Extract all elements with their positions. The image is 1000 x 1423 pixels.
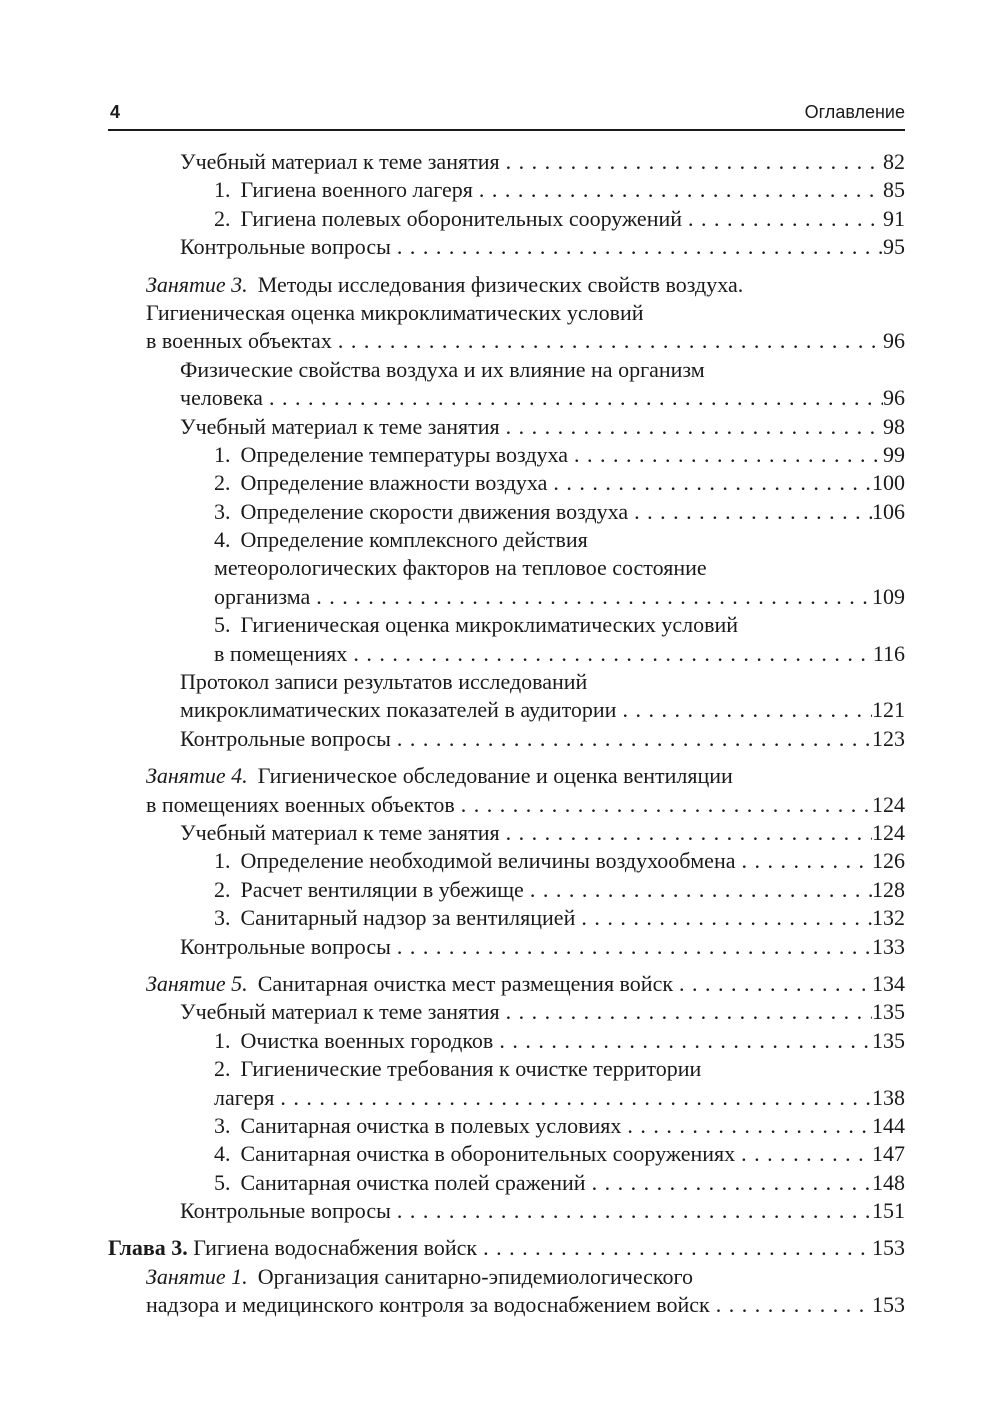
toc-page-number: 128	[872, 876, 905, 902]
toc-item-number: 3.	[214, 905, 231, 931]
toc-page-number: 148	[872, 1169, 905, 1195]
toc-page-number: 95	[883, 234, 905, 260]
dot-leader	[391, 725, 872, 753]
dot-leader	[263, 384, 883, 412]
toc-entry-label: Санитарный надзор за вентиляцией	[240, 905, 576, 931]
toc-item-number: 2.	[214, 470, 231, 496]
toc-entry[interactable]	[214, 1112, 905, 1140]
toc-entry-label: Физические свойства воздуха и их влияние на организм	[180, 356, 705, 382]
lesson-label: Занятие 5.	[146, 970, 248, 996]
toc-item-number: 5.	[214, 1169, 231, 1195]
dot-leader	[524, 876, 872, 904]
dot-leader	[310, 583, 872, 611]
toc-entry-label: Гигиена военного лагеря	[240, 177, 473, 203]
toc-item-number: 1.	[214, 177, 231, 203]
toc-entry-continuation[interactable]	[180, 356, 905, 384]
toc-entry[interactable]	[180, 233, 905, 261]
toc-entry-continuation[interactable]	[180, 668, 905, 696]
toc-entry[interactable]	[214, 205, 905, 233]
toc-entry-label: организма	[214, 583, 311, 609]
toc-entry-label: микроклиматических показателей в аудитории	[180, 697, 617, 723]
toc-page-number: 116	[872, 640, 905, 666]
dot-leader	[455, 791, 872, 819]
dot-leader	[710, 1291, 872, 1319]
lesson-label: Занятие 4.	[146, 763, 248, 789]
toc-entry-label: человека	[180, 385, 263, 411]
toc-page-number: 124	[872, 791, 905, 817]
toc-entry[interactable]	[214, 847, 905, 875]
chapter-label: Глава 3.	[108, 1235, 188, 1261]
dot-leader	[473, 176, 883, 204]
toc-entry-label: в военных объектах	[146, 328, 332, 354]
toc-entry-label: Контрольные вопросы	[180, 725, 391, 751]
dot-leader	[673, 970, 872, 998]
toc-page-number: 106	[872, 498, 905, 524]
toc-page-number: 100	[872, 470, 905, 496]
toc-item-number: 2.	[214, 205, 231, 231]
toc-entry-label: Определение комплексного действия	[240, 527, 588, 553]
dot-leader	[500, 413, 883, 441]
lesson-label: Занятие 1.	[146, 1263, 248, 1289]
dot-leader	[274, 1084, 872, 1112]
toc-entry-label: Определение температуры воздуха	[240, 441, 568, 467]
toc-entry[interactable]	[180, 998, 905, 1026]
toc-entry-label: Гигиеническая оценка микроклиматических условий	[146, 299, 644, 325]
toc-page-number: 134	[872, 970, 905, 996]
toc-entry[interactable]	[214, 640, 905, 668]
dot-leader	[547, 469, 872, 497]
toc-page-number: 96	[883, 328, 905, 354]
toc-entry-label: Очистка военных городков	[240, 1027, 494, 1053]
dot-leader	[628, 498, 872, 526]
toc-entry-label: Методы исследования физических свойств воздуха.	[257, 271, 744, 297]
dot-leader	[586, 1169, 872, 1197]
toc-page-number: 99	[883, 441, 905, 467]
toc-lesson-title[interactable]	[146, 762, 905, 790]
toc-entry-label: Учебный материал к теме занятия	[180, 413, 500, 439]
toc-page-number: 153	[872, 1292, 905, 1318]
toc-entry-continuation[interactable]	[214, 526, 905, 554]
toc-entry-label: Гигиена водоснабжения войск	[193, 1235, 478, 1261]
toc-page-number: 151	[872, 1198, 905, 1224]
dot-leader	[621, 1112, 872, 1140]
toc-entry-label: Определение влажности воздуха	[240, 470, 548, 496]
page-number: 4	[110, 102, 121, 122]
toc-entry[interactable]	[214, 176, 905, 204]
toc-item-number: 5.	[214, 612, 231, 638]
toc-page-number: 82	[883, 149, 905, 174]
toc-entry-label: Санитарная очистка в оборонительных сооружениях	[240, 1141, 736, 1167]
toc-entry-label: Контрольные вопросы	[180, 933, 391, 959]
toc-lesson-title[interactable]	[146, 1263, 905, 1291]
toc-entry-label: лагеря	[214, 1084, 275, 1110]
toc-entry-label: Организация санитарно-эпидемиологического	[257, 1263, 693, 1289]
toc-entry[interactable]	[146, 791, 905, 819]
toc-entry-label: Учебный материал к теме занятия	[180, 999, 500, 1025]
dot-leader	[347, 640, 873, 668]
dot-leader	[736, 847, 873, 875]
dot-leader	[391, 1197, 872, 1225]
toc-entry-label: Гигиеническое обследование и оценка вентиляции	[257, 763, 733, 789]
toc-page-number: 153	[872, 1235, 905, 1261]
toc-entry-label: Контрольные вопросы	[180, 234, 391, 260]
toc-entry-label: Учебный материал к теме занятия	[180, 149, 500, 174]
toc-entry[interactable]	[180, 148, 905, 176]
dot-leader	[477, 1234, 872, 1262]
toc-entry-label: метеорологических факторов на тепловое состояние	[214, 555, 707, 581]
toc-entry[interactable]	[146, 970, 905, 998]
toc-entry-continuation[interactable]	[214, 611, 905, 639]
dot-leader	[682, 205, 883, 233]
toc-page-number: 135	[872, 999, 905, 1025]
dot-leader	[391, 233, 883, 261]
toc-page-number: 132	[872, 905, 905, 931]
toc-item-number: 4.	[214, 1141, 231, 1167]
toc-entry-label: Санитарная очистка мест размещения войск	[257, 970, 674, 996]
toc-page-number: 121	[872, 697, 905, 723]
toc-item-number: 1.	[214, 441, 231, 467]
toc-entry-label: Гигиеническая оценка микроклиматических условий	[240, 612, 739, 638]
toc-page-number: 133	[872, 933, 905, 959]
toc-page-number: 96	[883, 385, 905, 411]
toc-entry[interactable]	[214, 1027, 905, 1055]
toc-entry[interactable]	[180, 1197, 905, 1225]
toc-entry-label: Гигиена полевых оборонительных сооружений	[240, 205, 683, 231]
toc-entry[interactable]	[180, 819, 905, 847]
toc-entry-label: Гигиенические требования к очистке территории	[240, 1056, 702, 1082]
dot-leader	[616, 696, 872, 724]
toc-entry-continuation	[214, 554, 905, 582]
toc-entry-label: Определение необходимой величины воздухообмена	[240, 848, 736, 874]
toc-entry-label: Протокол записи результатов исследований	[180, 669, 588, 695]
dot-leader	[568, 441, 883, 469]
toc-entry[interactable]	[146, 327, 905, 355]
toc-page-number: 98	[883, 413, 905, 439]
toc-entry[interactable]	[214, 876, 905, 904]
toc-page-number: 91	[883, 205, 905, 231]
toc-item-number: 3.	[214, 1112, 231, 1138]
dot-leader	[391, 933, 872, 961]
toc-entry[interactable]	[146, 1291, 905, 1319]
page-header	[108, 100, 905, 132]
toc-lesson-title[interactable]	[146, 271, 905, 299]
toc-entry[interactable]	[180, 933, 905, 961]
toc-entry-label: в помещениях	[214, 640, 348, 666]
toc-entry[interactable]	[214, 583, 905, 611]
toc-entry-label: Санитарная очистка полей сражений	[240, 1169, 586, 1195]
dot-leader	[332, 327, 883, 355]
toc-page-number: 135	[872, 1027, 905, 1053]
dot-leader	[500, 148, 883, 176]
lesson-label: Занятие 3.	[146, 271, 248, 297]
toc-chapter-entry[interactable]	[108, 1234, 905, 1262]
toc-entry-label: Санитарная очистка в полевых условиях	[240, 1112, 622, 1138]
toc-entry[interactable]	[214, 441, 905, 469]
dot-leader	[735, 1140, 872, 1168]
table-of-contents	[0, 148, 1000, 1320]
toc-entry[interactable]	[180, 413, 905, 441]
toc-item-number: 3.	[214, 498, 231, 524]
toc-entry-label: Учебный материал к теме занятия	[180, 819, 500, 845]
toc-entry-label: Определение скорости движения воздуха	[240, 498, 629, 524]
toc-entry-label: в помещениях военных объектов	[146, 791, 455, 817]
toc-item-number: 2.	[214, 876, 231, 902]
toc-entry[interactable]	[180, 696, 905, 724]
toc-entry[interactable]	[214, 1169, 905, 1197]
toc-entry-continuation	[146, 299, 905, 327]
running-title: Оглавление	[804, 102, 905, 122]
toc-entry-label: надзора и медицинского контроля за водоснабжением войск	[146, 1292, 710, 1318]
toc-entry-label: Контрольные вопросы	[180, 1198, 391, 1224]
toc-item-number: 1.	[214, 848, 231, 874]
toc-page-number: 126	[872, 848, 905, 874]
toc-page-number: 123	[872, 725, 905, 751]
toc-page-number: 147	[872, 1141, 905, 1167]
toc-entry[interactable]	[214, 904, 905, 932]
toc-entry-label: Расчет вентиляции в убежище	[240, 876, 524, 902]
toc-item-number: 2.	[214, 1056, 231, 1082]
dot-leader	[493, 1027, 872, 1055]
toc-item-number: 4.	[214, 527, 231, 553]
toc-entry[interactable]	[214, 469, 905, 497]
toc-entry-continuation[interactable]	[214, 1055, 905, 1083]
toc-page-number: 109	[872, 583, 905, 609]
toc-item-number: 1.	[214, 1027, 231, 1053]
toc-entry[interactable]	[180, 384, 905, 412]
toc-page-number: 138	[872, 1084, 905, 1110]
dot-leader	[500, 819, 872, 847]
dot-leader	[500, 998, 872, 1026]
toc-page-number: 144	[872, 1112, 905, 1138]
toc-entry[interactable]	[214, 1084, 905, 1112]
dot-leader	[575, 904, 872, 932]
header-rule	[108, 129, 905, 131]
toc-entry[interactable]	[214, 1140, 905, 1168]
toc-page-number: 85	[883, 177, 905, 203]
toc-page-number: 124	[872, 819, 905, 845]
toc-entry[interactable]	[214, 498, 905, 526]
toc-entry[interactable]	[180, 725, 905, 753]
